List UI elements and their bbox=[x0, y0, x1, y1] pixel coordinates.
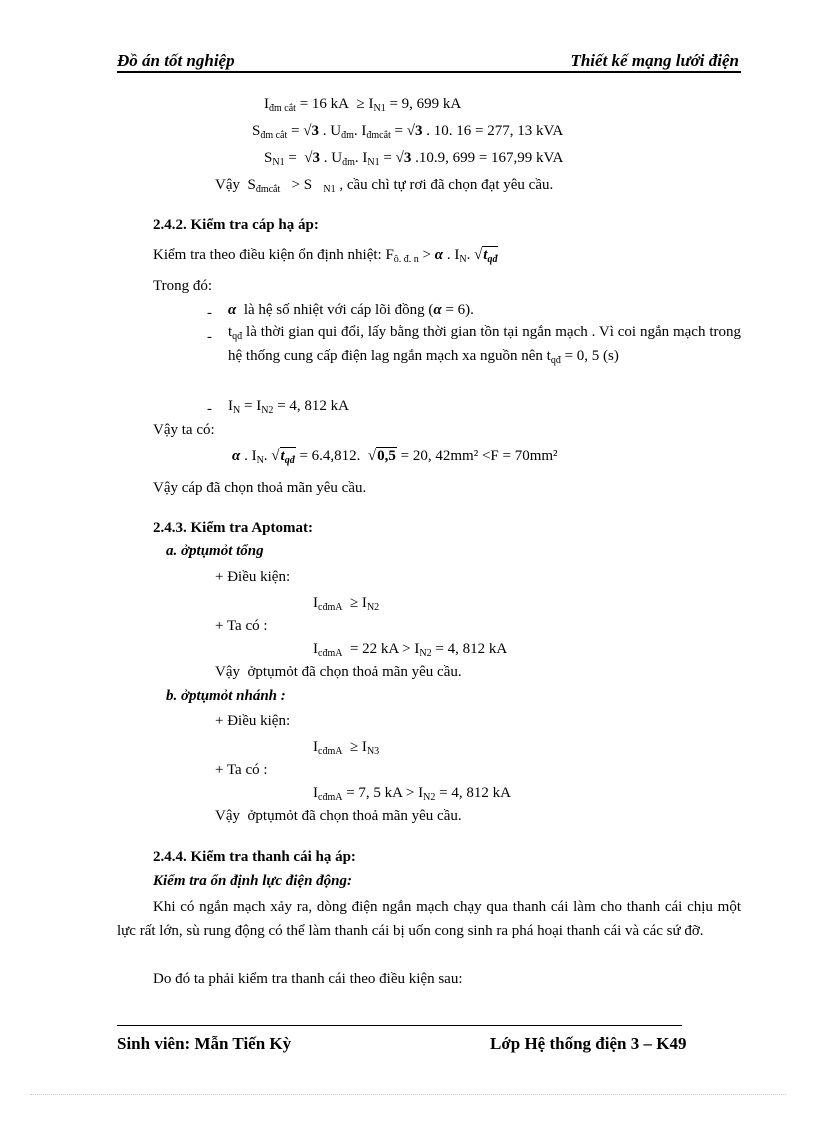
aptomat-branch-condition: $I_{cđmA} \ge I_{N3}$ bbox=[313, 739, 380, 757]
fuse-current-line: $I_{đm cắt} = 16$ kA ≥ $I_{N1} = 9$, 699 kA bbox=[264, 96, 462, 114]
cable-condition: Kiểm tra theo điều kiện ổn định nhiệt: $F_{ô. đ. n} > \alpha$ . $I_N$. $√t_{qđ}$ bbox=[153, 247, 498, 265]
bullet-dash: - bbox=[207, 329, 212, 345]
section-heading-busbar: 2.4.4. Kiểm tra thanh cái hạ áp: bbox=[153, 849, 356, 865]
bullet-dash: - bbox=[207, 305, 212, 321]
cable-bullet-tqd: $t_{qđ}$ là thời gian qui đổi, lấy bằng thời gian tồn tại ngắn mạch . Vì coi ngắn mạch trong hệ thống cung cấp điện lag ngắn mạch xa nguồn nên $t_{qđ} = 0$, 5 (s) bbox=[228, 324, 741, 366]
footer-student: Sinh viên: Mẫn Tiến Kỳ bbox=[117, 1034, 292, 1053]
footer-rule bbox=[117, 1025, 682, 1026]
aptomat-main-title: a. ởptụmỏt tổng bbox=[166, 543, 264, 559]
cable-conclusion: Vậy cáp đã chọn thoả mãn yêu cầu. bbox=[153, 480, 367, 496]
aptomat-branch-check: $I_{cđmA} = 7$, 5 kA > $I_{N2} = 4$, 812 kA bbox=[313, 785, 511, 803]
busbar-last-line: Do đó ta phải kiểm tra thanh cái theo điều kiện sau: bbox=[153, 971, 463, 987]
cable-check-formula: α . $I_N$. $√t_{qđ} = 6.4,812$. √0,5 = 20, 42mm² <F = 70mm² bbox=[232, 448, 558, 466]
aptomat-branch-title: b. ởptụmỏt nhánh : bbox=[166, 688, 286, 704]
cable-we-have-label: Vậy ta có: bbox=[153, 422, 215, 438]
fuse-short-circuit-power-line: $S_{N1} = √3$ . $U_{đm}$. $I_{N1} = √3$ .10.9, 699 = 167,99 kVA bbox=[264, 150, 564, 168]
aptomat-main-have-label: + Ta có : bbox=[215, 618, 268, 634]
header-rule bbox=[117, 71, 741, 73]
section-heading-aptomat: 2.4.3. Kiểm tra Aptomat: bbox=[153, 520, 313, 536]
aptomat-main-condition-label: + Điều kiện: bbox=[215, 569, 291, 585]
header-title-right: Thiết kế mạng lưới điện bbox=[570, 51, 739, 70]
fuse-conclusion: Vậy $S_{đmcắt} > S$ $_{N1}$ , cầu chì tự rơi đã chọn đạt yêu cầu. bbox=[215, 177, 554, 195]
busbar-subheading: Kiểm tra ổn định lực điện động: bbox=[153, 873, 353, 889]
aptomat-branch-conclusion: Vậy ởptụmỏt đã chọn thoả mãn yêu cầu. bbox=[215, 808, 462, 824]
cable-bullet-alpha: α là hệ số nhiệt với cáp lõi đồng (α = 6). bbox=[228, 302, 474, 318]
aptomat-main-condition: $I_{cđmA} \ge I_{N2}$ bbox=[313, 595, 380, 613]
busbar-paragraph-text: Khi có ngắn mạch xảy ra, dòng điện ngắn mạch chạy qua thanh cái làm cho thanh cái chịu một lực rất lớn, sù rung động có thể làm thanh cái bị uốn cong sinh ra phá hoại thanh cái và các sứ đỡ. bbox=[117, 899, 741, 939]
cable-bullet-in: $I_N = I_{N2} = 4$, 812 kA bbox=[228, 398, 349, 416]
aptomat-branch-have-label: + Ta có : bbox=[215, 762, 268, 778]
header-title-left: Đồ án tốt nghiệp bbox=[117, 51, 235, 70]
aptomat-main-check: $I_{cđmA} = 22$ kA > $I_{N2} = 4$, 812 kA bbox=[313, 641, 508, 659]
section-heading-cable: 2.4.2. Kiểm tra cáp hạ áp: bbox=[153, 217, 319, 233]
bullet-dash: - bbox=[207, 401, 212, 417]
busbar-paragraph bbox=[117, 896, 741, 943]
fuse-breaking-power-line: $S_{đm cắt} = √3$ . $U_{đm}$. $I_{đmcắt} = √3$ . 10. 16 = 277, 13 kVA bbox=[252, 123, 564, 141]
page-boundary-dotted bbox=[30, 1094, 786, 1095]
aptomat-main-conclusion: Vậy ởptụmỏt đã chọn thoả mãn yêu cầu. bbox=[215, 664, 462, 680]
footer-class: Lớp Hệ thống điện 3 – K49 bbox=[490, 1034, 687, 1053]
aptomat-branch-condition-label: + Điều kiện: bbox=[215, 713, 291, 729]
cable-where-label: Trong đó: bbox=[153, 278, 213, 294]
